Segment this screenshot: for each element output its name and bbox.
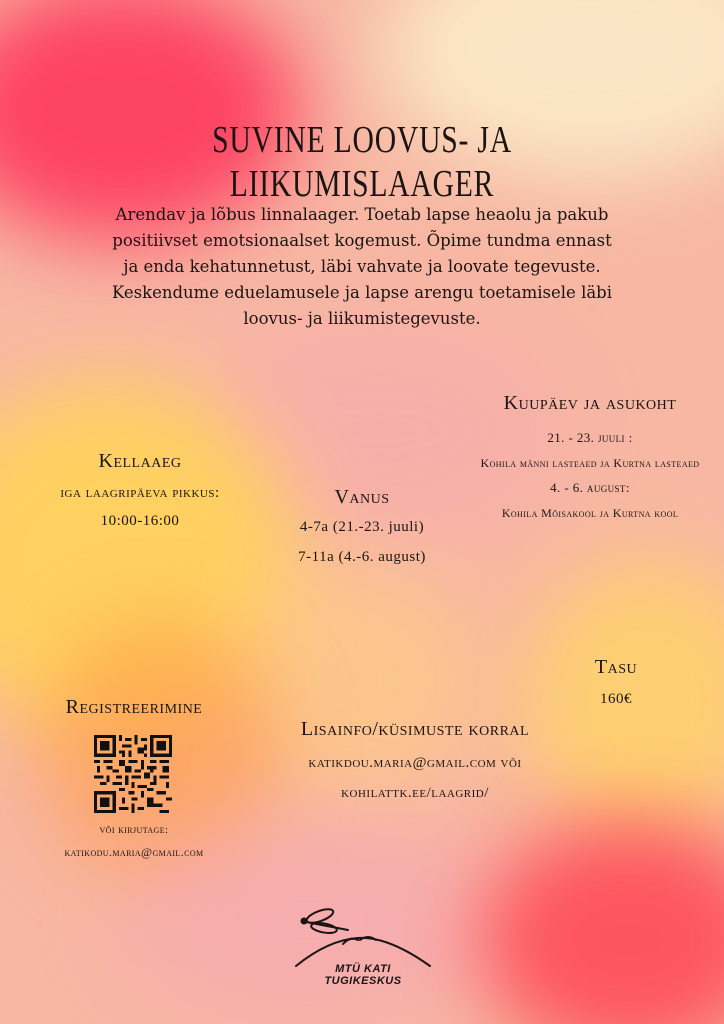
info-section (290, 718, 540, 805)
poster-title: SUVINE LOOVUS- JA LIIKUMISLAAGER (212, 119, 512, 205)
intro-text: Arendav ja lõbus linnalaager. Toetab lapse heaolu ja pakub positiivset emotsionaalset kogemust. Õpime tundma ennast ja enda kehatunnetust, läbi vahvate ja loovate tegevuste. Keskendume eduelamusele ja lapse arengu toetamisele läbi loovus- ja liikumistegevuste. (111, 205, 613, 328)
logo-line-2: TUGIKESKUS (324, 975, 402, 987)
info-email[interactable]: katikdou.maria@gmail.com või (308, 755, 522, 771)
time-section (40, 450, 240, 533)
info-heading: Lisainfo/küsimuste korral (300, 718, 530, 740)
age-section (262, 486, 462, 569)
time-value: 10:00-16:00 (100, 513, 180, 529)
date-1: 21. - 23. juuli : (547, 430, 633, 445)
fee-heading: Tasu (594, 656, 638, 678)
registration-email[interactable]: katikodu.maria@gmail.com (64, 845, 204, 859)
fee-value: 160€ (600, 691, 632, 707)
fee-section (566, 656, 666, 711)
date-location-heading: Kuupäev ja asukoht (503, 392, 677, 414)
time-heading: Kellaaeg (98, 450, 182, 472)
date-2: 4. - 6. august: (550, 480, 630, 495)
registration-heading-wrap (42, 696, 226, 719)
registration-heading: Registreerimine (65, 696, 203, 718)
qr-code[interactable] (94, 735, 172, 813)
dragonfly-hill-icon (288, 900, 438, 970)
place-1: Kohila männi lasteaed ja Kurtna lasteaed (480, 456, 700, 470)
age-heading: Vanus (334, 486, 390, 508)
logo (288, 900, 438, 990)
logo-line-1: MTÜ KATI (335, 963, 391, 975)
place-2: Kohila Mõisakool ja Kurtna kool (501, 506, 679, 520)
date-location-section (440, 392, 724, 415)
or-write-label: või kirjutage: (99, 824, 169, 836)
age-line-2: 7-11a (4.-6. august) (298, 549, 426, 565)
time-label: iga laagripäeva pikkus: (60, 485, 220, 501)
age-line-1: 4-7a (21.-23. juuli) (299, 519, 425, 535)
info-website[interactable]: kohilattk.ee/laagrid/ (341, 785, 489, 801)
